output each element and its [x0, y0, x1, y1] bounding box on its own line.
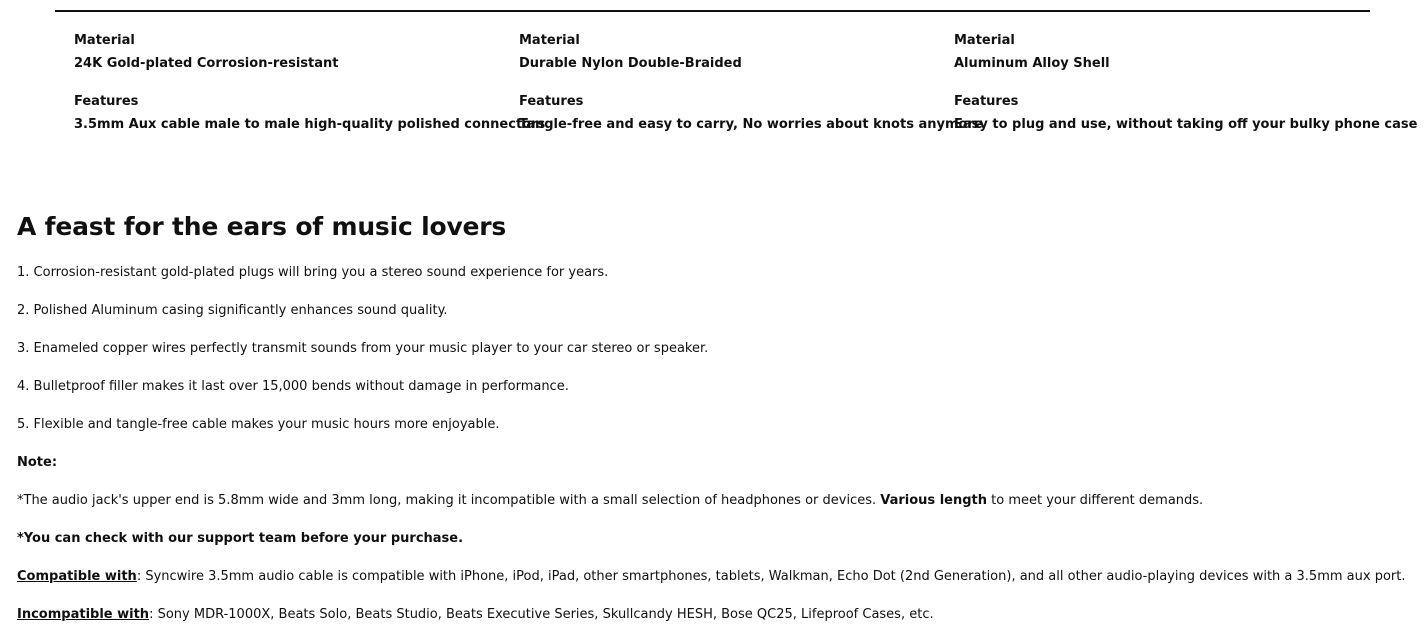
feature-point: 1. Corrosion-resistant gold-plated plugs will bring you a stereo sound experience for years.: [17, 265, 609, 280]
features-label: Features: [519, 94, 584, 109]
spec-column-nylon-braided: [519, 33, 983, 133]
note-paragraph: [17, 492, 1203, 510]
compatible-text: : Syncwire 3.5mm audio cable is compatible with iPhone, iPod, iPad, other smartphones, tablets, Walkman, Echo Dot (2nd Generation), and all other audio-playing devices with a 3.5mm aux port.: [136, 569, 1406, 584]
incompatible-paragraph: [17, 606, 934, 624]
section-heading: A feast for the ears of music lovers: [17, 212, 507, 241]
features-value: Easy to plug and use, without taking off your bulky phone case: [954, 117, 1418, 132]
features-label: Features: [954, 94, 1019, 109]
incompatible-text: : Sony MDR-1000X, Beats Solo, Beats Studio, Beats Executive Series, Skullcandy HESH, Bose QC25, Lifeproof Cases, etc.: [149, 607, 934, 622]
compatible-label: Compatible with: [17, 569, 137, 584]
compatible-paragraph: [17, 568, 1405, 586]
features-label: Features: [74, 94, 139, 109]
note-label: Note:: [17, 455, 58, 470]
material-label: Material: [954, 33, 1015, 48]
material-value: Aluminum Alloy Shell: [954, 56, 1110, 71]
material-value: Durable Nylon Double-Braided: [519, 56, 742, 71]
features-value: Tangle-free and easy to carry, No worries about knots anymore: [519, 117, 983, 132]
note-emphasis: Various length: [880, 493, 987, 508]
feature-point: 2. Polished Aluminum casing significantly enhances sound quality.: [17, 303, 448, 318]
material-value: 24K Gold-plated Corrosion-resistant: [74, 56, 339, 71]
spec-column-aluminum-shell: [954, 33, 1417, 133]
note-text: *The audio jack's upper end is 5.8mm wide and 3mm long, making it incompatible with a small selection of headphones or devices.: [17, 493, 881, 508]
incompatible-label: Incompatible with: [17, 607, 150, 622]
features-value: 3.5mm Aux cable male to male high-quality polished connectors: [74, 117, 546, 132]
support-note: *You can check with our support team before your purchase.: [17, 531, 464, 546]
material-label: Material: [519, 33, 580, 48]
spec-column-gold-plated: [74, 33, 545, 133]
feature-point: 3. Enameled copper wires perfectly transmit sounds from your music player to your car stereo or speaker.: [17, 341, 709, 356]
comparison-top-divider: [55, 10, 1370, 12]
note-text-end: to meet your different demands.: [987, 493, 1204, 508]
feature-point: 5. Flexible and tangle-free cable makes your music hours more enjoyable.: [17, 417, 500, 432]
material-label: Material: [74, 33, 135, 48]
feature-point: 4. Bulletproof filler makes it last over 15,000 bends without damage in performance.: [17, 379, 569, 394]
